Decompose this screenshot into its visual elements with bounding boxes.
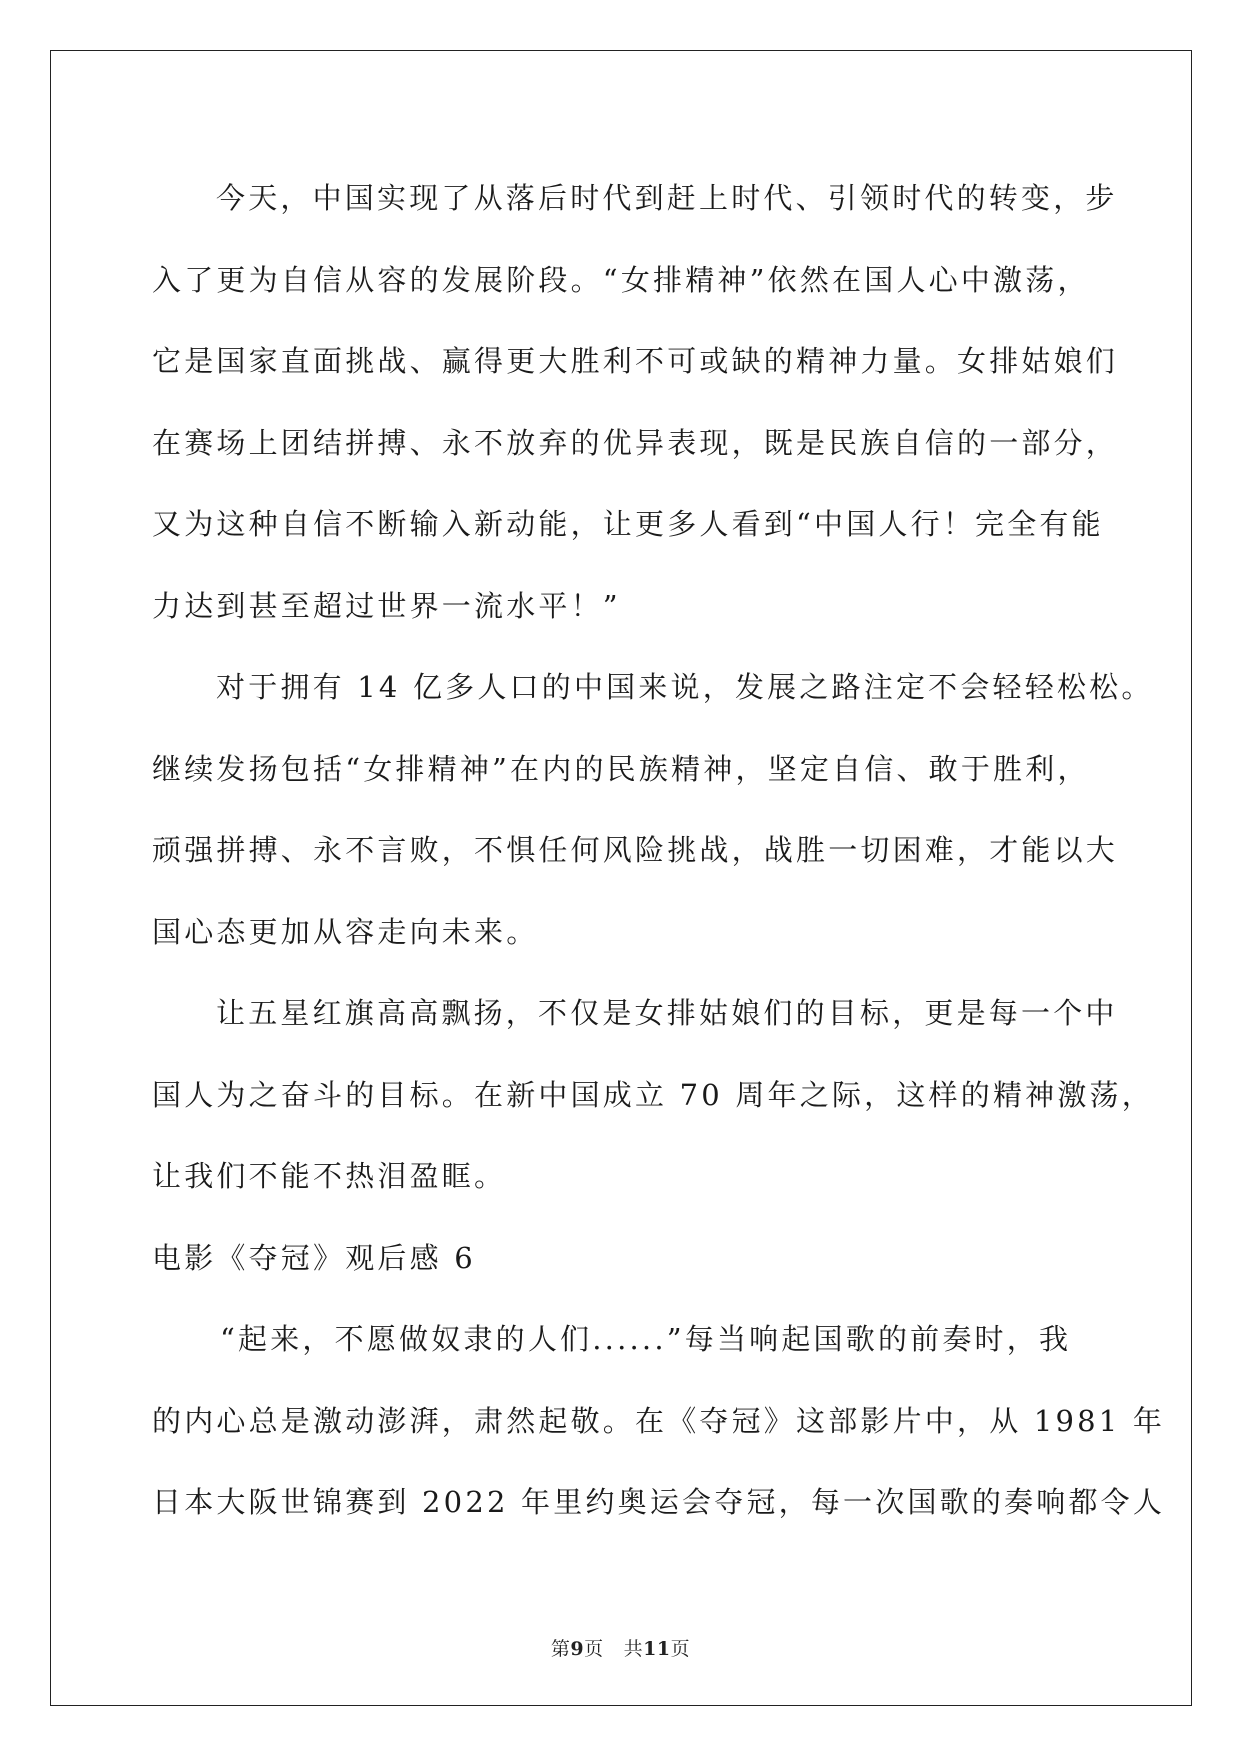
paragraph-line: 对于拥有 14 亿多人口的中国来说，发展之路注定不会轻轻松松。 [216,670,1154,704]
page-number-footer [0,1634,1241,1661]
paragraph-line: 入了更为自信从容的发展阶段。“女排精神”依然在国人心中激荡， [152,262,1090,297]
paragraph-line: 又为这种自信不断输入新动能，让更多人看到“中国人行！完全有能 [152,507,1104,541]
paragraph-line: 国人为之奋斗的目标。在新中国成立 70 周年之际，这样的精神激荡， [152,1077,1154,1112]
footer-page-prefix: 第 [550,1638,571,1660]
footer-total-suffix: 页 [670,1638,691,1660]
paragraph-line: 继续发扬包括“女排精神”在内的民族精神，坚定自信、敢于胜利， [152,751,1090,786]
paragraph-line: 顽强拼搏、永不言败，不惧任何风险挑战，战胜一切困难，才能以大 [152,833,1119,867]
section-heading: 电影《夺冠》观后感 6 [152,1240,476,1275]
footer-page-total: 11 [643,1638,671,1660]
footer-page-current: 9 [570,1638,585,1660]
document-body [152,158,1166,1544]
paragraph-line: 力达到甚至超过世界一流水平！” [152,588,621,623]
paragraph-line: 日本大阪世锦赛到 2022 年里约奥运会夺冠，每一次国歌的奏响都令人 [152,1485,1166,1519]
footer-total-prefix: 共 [623,1638,644,1660]
paragraph-line: 在赛场上团结拼搏、永不放弃的优异表现，既是民族自信的一部分， [152,425,1119,460]
paragraph-line: 让五星红旗高高飘扬，不仅是女排姑娘们的目标，更是每一个中 [216,996,1118,1030]
paragraph-line: “起来，不愿做奴隶的人们......”每当响起国歌的前奏时，我 [220,1322,1072,1356]
paragraph-line: 的内心总是激动澎湃，肃然起敬。在《夺冠》这部影片中，从 1981 年 [152,1403,1166,1438]
paragraph-line: 它是国家直面挑战、赢得更大胜利不可或缺的精神力量。女排姑娘们 [152,344,1119,378]
paragraph-line: 今天，中国实现了从落后时代到赶上时代、引领时代的转变，步 [216,181,1118,215]
paragraph-line: 国心态更加从容走向未来。 [152,914,539,949]
footer-page-mid: 页 [584,1638,604,1660]
paragraph-line: 让我们不能不热泪盈眶。 [152,1159,507,1193]
